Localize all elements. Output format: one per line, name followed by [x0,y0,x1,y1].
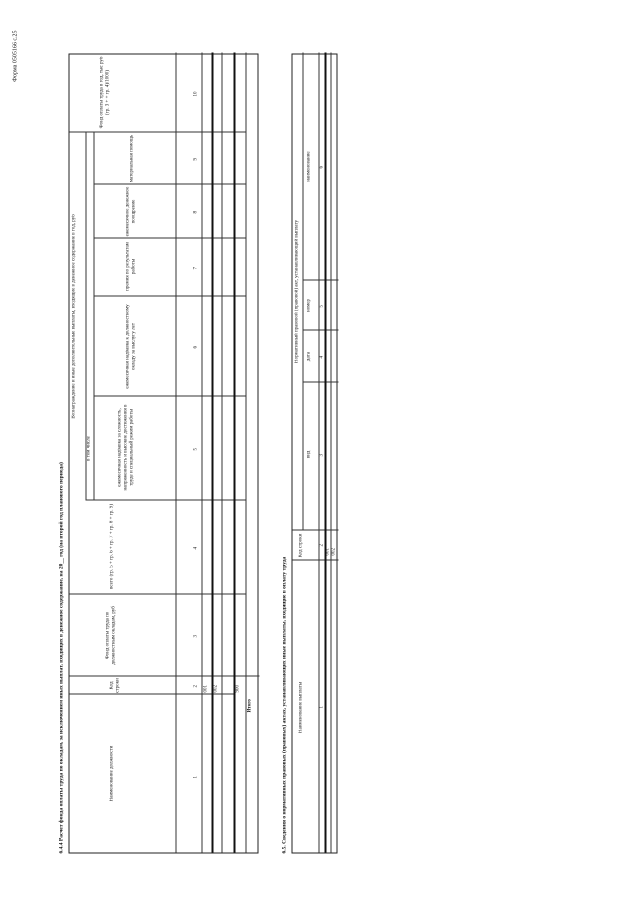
section-644-caption: 6.4.4 Расчет фонда оплаты труда по окладам, за исключением иных выплат, входящих в денежное содержание, на 20__ год (на второй год планового периода) [58,461,64,853]
row-code: 900 [235,684,240,692]
header-type: вид [306,450,311,458]
col-num: 3 [193,634,198,637]
header-act: Нормативный правовой (правовой) акт, устанавливающий выплату [294,219,299,363]
header-code: Код строки [298,533,303,557]
col-num: 2 [193,684,198,687]
col-num: 4 [319,355,324,358]
header-name: наименование [306,150,311,182]
header-code: Код строки [109,677,120,693]
header-bonus: премия по результатам работы [125,241,136,291]
col-num: 9 [193,157,198,160]
col-num: 3 [319,453,324,456]
header-number: номер [306,298,311,312]
header-fund-total: Фонд оплаты труда в год, тыс руб (гр. 3 + + гр. 4)/1000) [99,56,110,128]
row-code: 002 [213,684,218,692]
section-65-caption: 6.5. Сведения о нормативных правовых (правовых) актах, устанавливающих иные выплаты, входящие в оплату труда [281,556,287,853]
col-num: 8 [193,210,198,213]
row-code: 001 [325,547,330,555]
header-allowance-complexity: ежемесячная надбавка за сложность, напряженность и высокие достижения в труде и специальный режим работы [117,404,134,490]
header-monthly-encouragement: ежемесячное денежное поощрение [125,186,136,236]
table-65 [291,53,337,853]
header-material-aid: материальная помощь [129,134,134,182]
header-position: Наименование должности [109,745,114,801]
col-num: 6 [319,165,324,168]
table-644 [68,53,258,853]
col-num: 6 [193,345,198,348]
col-num: 1 [193,775,198,778]
header-allowance-rank: ежемесячная надбавка к должностному окладу за выслугу лет [125,303,136,389]
col-num: 4 [193,546,198,549]
header-of-which: в том числе [86,435,91,461]
header-date: дата [306,351,311,361]
form-code: Форма 0505166 с.25 [12,30,18,82]
col-num: 1 [319,705,324,708]
row-code: 001 [203,684,208,692]
row-code: 002 [331,547,336,555]
col-num: 7 [193,266,198,269]
col-num: 2 [319,543,324,546]
header-remuneration-group: Вознаграждение и иные дополнительные выплаты, входящие в денежное содержание в год, руб [71,213,76,419]
col-num: 10 [193,91,198,96]
header-fund-salary: Фонд оплаты труда по должностным окладам, руб [105,605,116,665]
header-payment-name: Наименование выплаты [298,681,303,733]
col-num: 5 [319,304,324,307]
header-in-total: всего (гр. 5 + гр. 6 + гр. 7 + гр. 8 + гр. 9) [109,503,114,589]
total-label: Итого [247,698,252,712]
col-num: 5 [193,447,198,450]
